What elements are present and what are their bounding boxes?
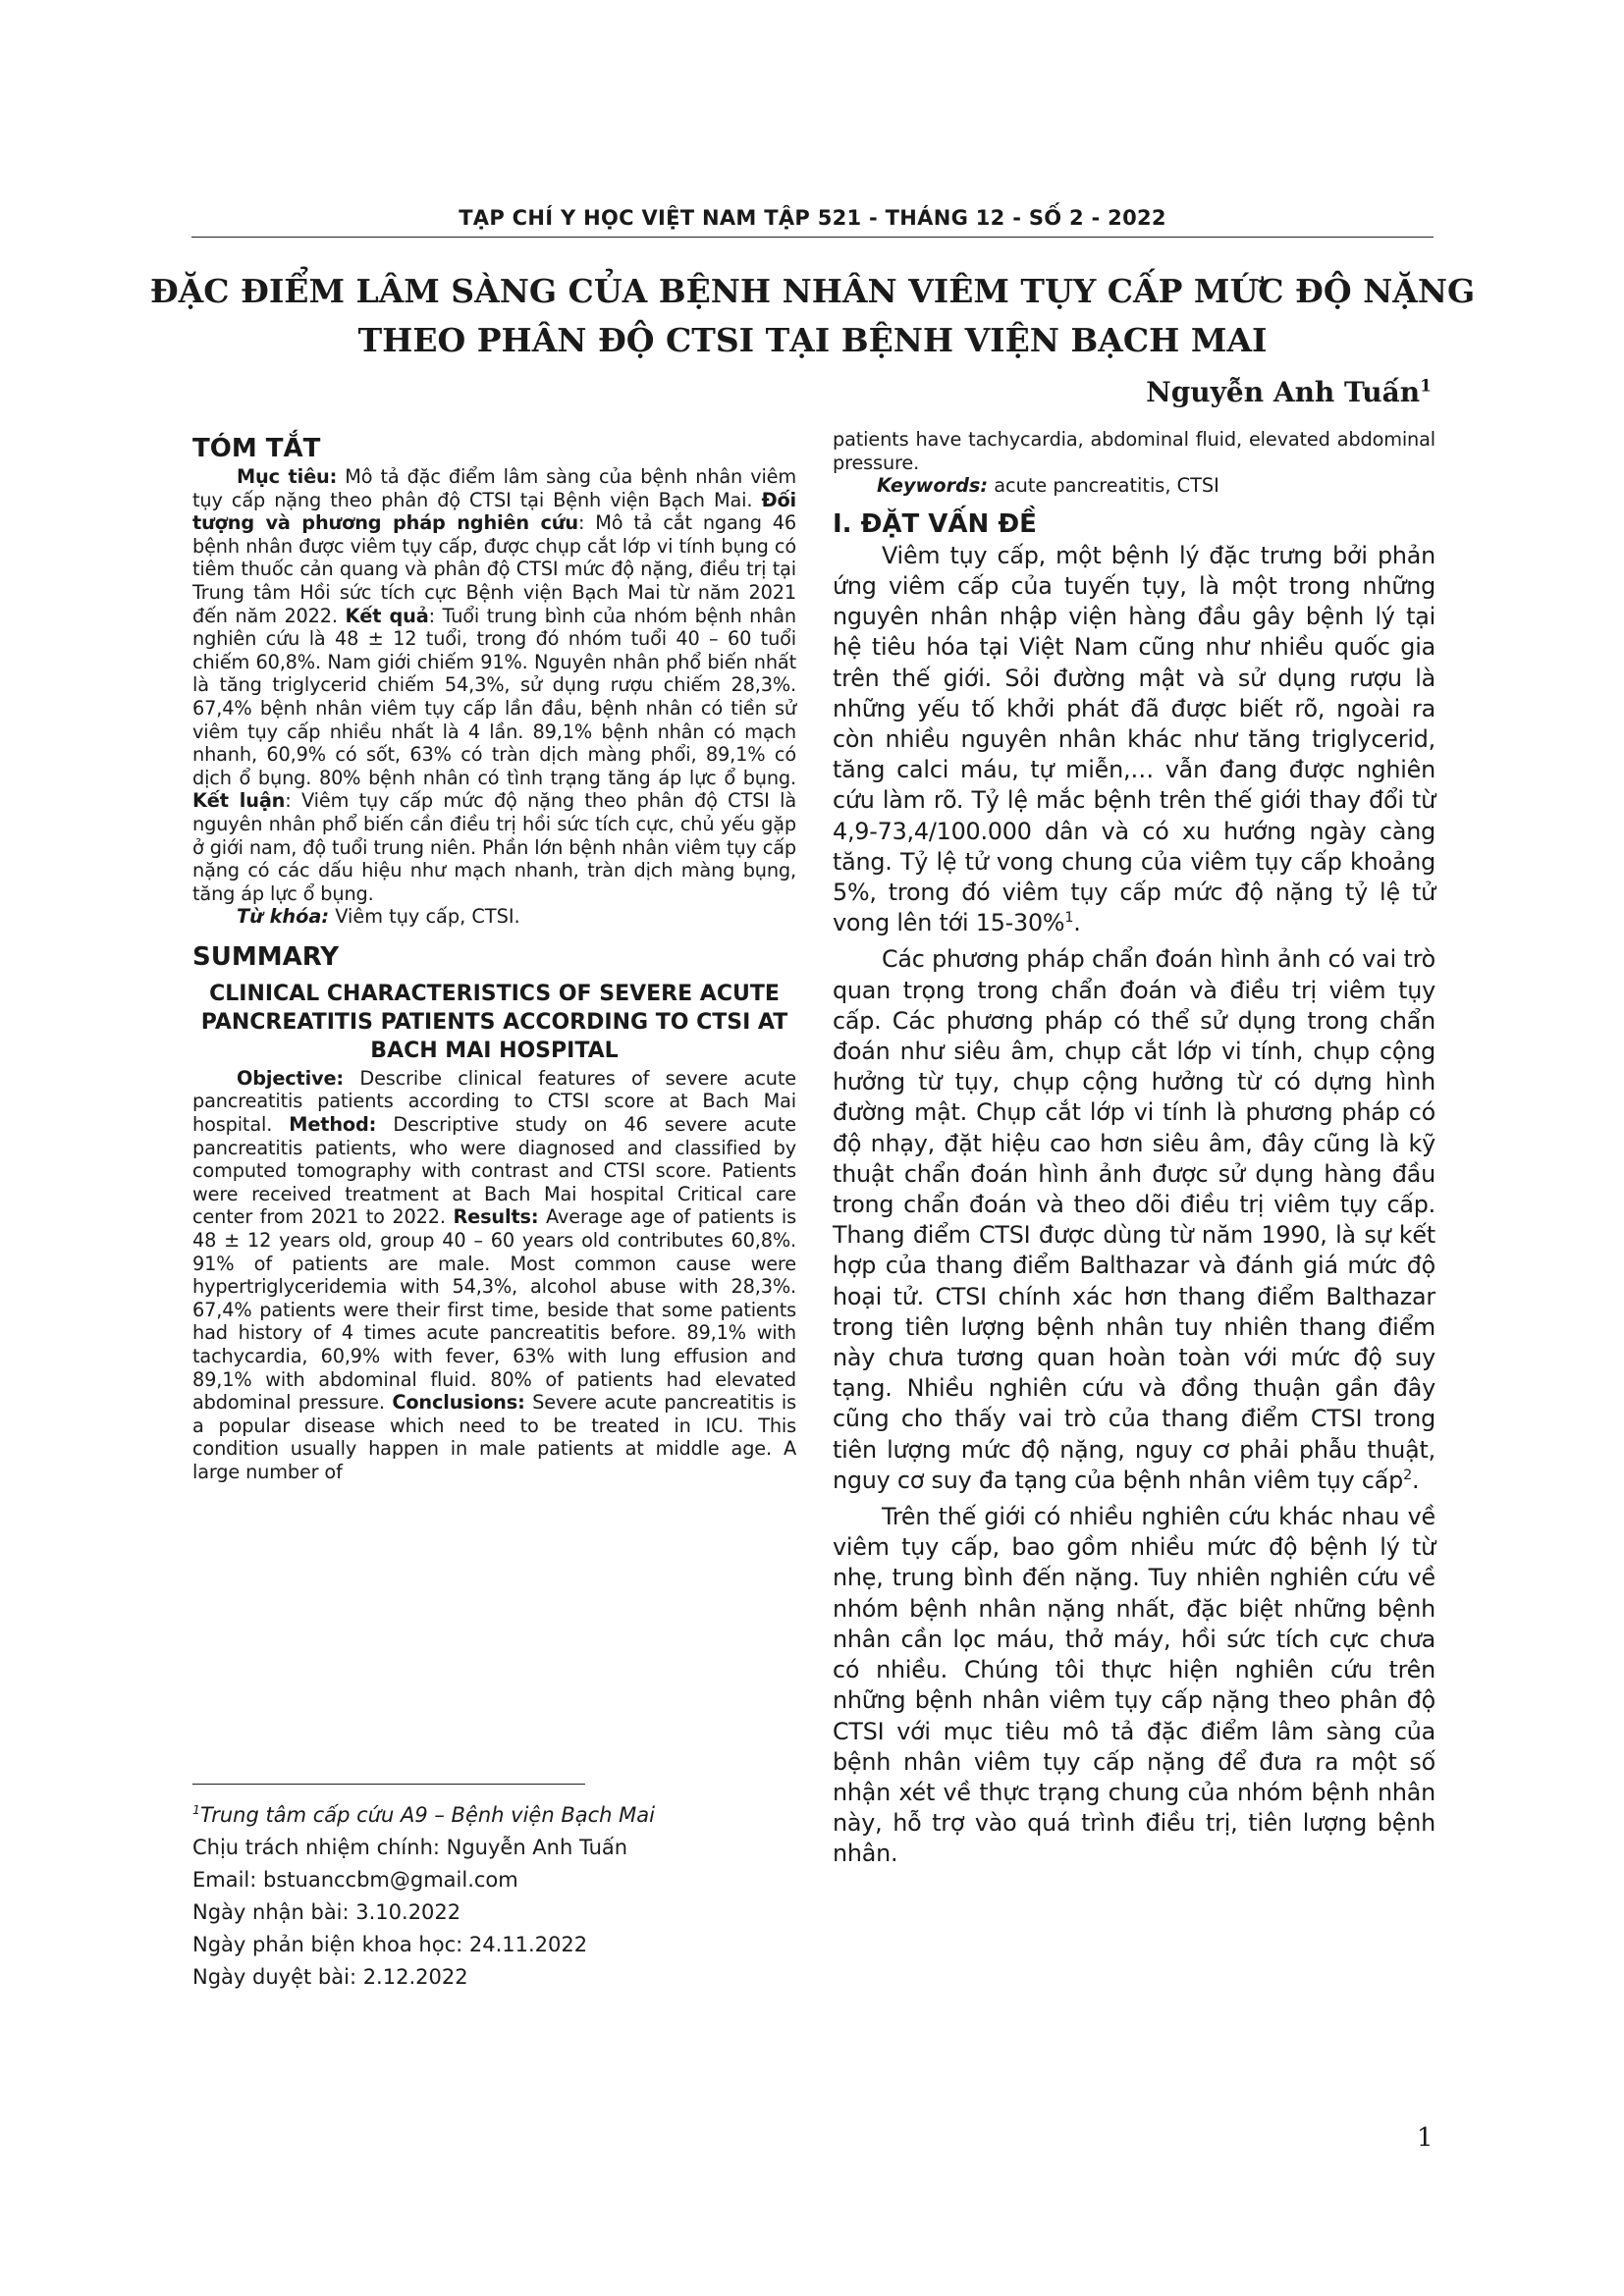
- running-header: TẠP CHÍ Y HỌC VIỆT NAM TẬP 521 - THÁNG 12 - SỐ 2 - 2022: [459, 206, 1166, 230]
- conclusions-label: Conclusions:: [392, 1391, 525, 1415]
- footnote-affiliation-mark: 1: [192, 1802, 201, 1817]
- right-column: [833, 428, 1435, 1870]
- section-1-paragraph-3: Trên thế giới có nhiều nghiên cứu khác nhau về viêm tụy cấp, bao gồm nhiều mức độ bệnh lý từ nhẹ, trung bình đến nặng. Tuy nhiên nghiên cứu về nhóm bệnh nhân nặng nhất, đặc biệt những bệnh nhân cần lọc máu, thở máy, hồi sức tích cực chưa có nhiều. Chúng tôi thực hiện nghiên cứu trên những bệnh nhân viêm tụy cấp nặng theo phân độ CTSI với mục tiêu mô tả đặc điểm lâm sàng của bệnh nhân viêm tụy cấp nặng để đưa ra một số nhận xét về thực trạng chung của nhóm bệnh nhân này, hỗ trợ vào quá trình điều trị, tiên lượng bệnh nhân.: [833, 1503, 1435, 1868]
- method-label: Method:: [289, 1113, 377, 1137]
- section-1-heading: I. ĐẶT VẤN ĐỀ: [833, 508, 1037, 539]
- keywords: [833, 474, 1435, 498]
- paragraph-2-text: Các phương pháp chẩn đoán hình ảnh có vai trò quan trọng trong chẩn đoán và điều trị viêm tụy cấp. Các phương pháp có thể sử dụng trong chẩn đoán như siêu âm, chụp cắt lớp vi tính, chụp cộng hưởng từ tụy, chụp cộng hưởng từ có dựng hình đường mật. Chụp cắt lớp vi tính là phương pháp có độ nhạy, đặt hiệu cao hơn siêu âm, đây cũng là kỹ thuật chẩn đoán hình ảnh được sử dụng hàng đầu trong chẩn đoán và theo dõi điều trị viêm tụy cấp. Thang điểm CTSI được dùng từ năm 1990, là sự kết hợp của thang điểm Balthazar và đánh giá mức độ hoại tử. CTSI chính xác hơn thang điểm Balthazar trong tiên lượng bệnh nhân tuy nhiên thang điểm này chưa tương quan hoàn toàn với mức độ suy tạng. Nhiều nghiên cứu và đồng thuận gần đây cũng cho thấy vai trò của thang điểm CTSI trong tiên lượng mức độ nặng, nguy cơ phải phẫu thuật, nguy cơ suy đa tạng của bệnh nhân viêm tụy cấp: [833, 945, 1435, 1494]
- reference-2: 2: [1403, 1467, 1412, 1483]
- paragraph-1-end: .: [1073, 909, 1081, 937]
- summary-abstract: [192, 1067, 796, 1484]
- results-label: Results:: [453, 1205, 539, 1229]
- keywords-label: Keywords:: [877, 474, 989, 498]
- conclusions-text: Severe acute pancreatitis is a popular disease which need to be treated in ICU. This condition usually happen in male patients at middle age. A large number of: [192, 1391, 796, 1483]
- paragraph-1-text: Viêm tụy cấp, một bệnh lý đặc trưng bởi phản ứng viêm cấp của tuyến tụy, là một trong những nguyên nhân nhập viện hàng đầu gây bệnh lý tại hệ tiêu hóa tại Việt Nam cũng như nhiều quốc gia trên thế giới. Sỏi đường mật và sử dụng rượu là những yếu tố khởi phát đã được biết rõ, ngoài ra còn nhiều nguyên nhân khác như tăng triglycerid, tăng calci máu, tự miễn,… vẫn đang được nghiên cứu làm rõ. Tỷ lệ mắc bệnh trên thế giới thay đổi từ 4,9-73,4/100.000 dân và có xu hướng ngày càng tăng. Tỷ lệ tử vong chung của viêm tụy cấp khoảng 5%, trong đó viêm tụy cấp mức độ nặng tỷ lệ tử vong lên tới 15-30%: [833, 541, 1435, 937]
- footnote-reviewed: Ngày phản biện khoa học: 24.11.2022: [192, 1933, 588, 1956]
- results-text: Average age of patients is 48 ± 12 years old, group 40 – 60 years old contributes 60,8%. 91% of patients are male. Most common cause were hypertriglyceridemia with 54,3%, alcohol abuse with 28,3%. 67,4% patients were their first time, beside that some patients had history of 4 times acute pancreatitis before. 89,1% with tachycardia, 60,9% with fever, 63% with lung effusion and 89,1% with abdominal fluid. 80% of patients had elevated abdominal pressure.: [192, 1205, 796, 1415]
- author-affiliation-mark: 1: [1420, 376, 1432, 397]
- footnote-received: Ngày nhận bài: 3.10.2022: [192, 1900, 461, 1924]
- tu-khoa-label: Từ khóa:: [237, 905, 330, 929]
- footnote-email: Email: bstuanccbm@gmail.com: [192, 1868, 518, 1892]
- author-name: Nguyễn Anh Tuấn: [1146, 376, 1421, 408]
- objective-text: Describe clinical features of severe acute pancreatitis patients according to CTSI score at Bach Mai hospital.: [192, 1066, 796, 1137]
- reference-1: 1: [1064, 910, 1074, 927]
- left-column: [192, 432, 796, 1484]
- ket-luan-label: Kết luận: [192, 789, 286, 813]
- article-title: [147, 267, 1478, 365]
- title-line-1: ĐẶC ĐIỂM LÂM SÀNG CỦA BỆNH NHÂN VIÊM TỤY CẤP MỨC ĐỘ NẶNG: [149, 272, 1476, 310]
- paragraph-2-end: .: [1411, 1466, 1420, 1494]
- doi-tuong-label: Đối tượng và phương pháp nghiên cứu: [192, 488, 796, 535]
- tu-khoa: [192, 905, 796, 929]
- summary-heading: SUMMARY: [192, 941, 340, 972]
- ket-qua-text: : Tuổi trung bình của nhóm bệnh nhân nghiên cứu là 48 ± 12 tuổi, trong đó nhóm tuổi 40 – 60 tuổi chiếm 60,8%. Nam giới chiếm 91%. Nguyên nhân phổ biến nhất là tăng triglycerid chiếm 54,3%, sử dụng rượu chiếm 28,3%. 67,4% bệnh nhân viêm tụy cấp lần đầu, bệnh nhân có tiền sử viêm tụy cấp nhiều nhất là 4 lần. 89,1% bệnh nhân có mạch nhanh, 60,9% có sốt, 63% có tràn dịch màng phổi, 89,1% có dịch ổ bụng. 80% bệnh nhân có tình trạng tăng áp lực ổ bụng.: [192, 604, 797, 789]
- section-1-paragraph-1: [833, 541, 1435, 939]
- muc-tieu-text: Mô tả đặc điểm lâm sàng của bệnh nhân viêm tụy cấp nặng theo phân độ CTSI tại Bệnh viện Bạch Mai.: [192, 465, 797, 511]
- footnote-accepted: Ngày duyệt bài: 2.12.2022: [192, 1965, 468, 1989]
- footnote-rule: [192, 1784, 585, 1785]
- tom-tat-abstract: [192, 465, 796, 905]
- header-rule: [191, 237, 1434, 238]
- summary-title: CLINICAL CHARACTERISTICS OF SEVERE ACUTE PANCREATITIS PATIENTS ACCORDING TO CTSI AT BACH MAI HOSPITAL: [200, 981, 788, 1063]
- keywords-text: acute pancreatitis, CTSI: [988, 474, 1219, 498]
- ket-luan-text: : Viêm tụy cấp mức độ nặng theo phân độ CTSI là nguyên nhân phổ biến cần điều trị hồi sức tích cực, chủ yếu gặp ở giới nam, độ tuổi trung niên. Phần lớn bệnh nhân viêm tụy cấp nặng có các dấu hiệu như mạch nhanh, tràn dịch màng bụng, tăng áp lực ổ bụng.: [192, 789, 796, 905]
- summary-conclusions-continued: patients have tachycardia, abdominal fluid, elevated abdominal pressure.: [833, 428, 1435, 474]
- footnote-affiliation: [192, 1799, 796, 1832]
- tu-khoa-text: Viêm tụy cấp, CTSI.: [329, 905, 520, 929]
- muc-tieu-label: Mục tiêu:: [237, 465, 338, 488]
- doi-tuong-text: : Mô tả cắt ngang 46 bệnh nhân được viêm tụy cấp, được chụp cắt lớp vi tính bụng có tiêm thuốc cản quang và phân độ CTSI mức độ nặng, điều trị tại Trung tâm Hồi sức tích cực Bệnh viện Bạch Mai từ năm 2021 đến năm 2022.: [192, 511, 796, 627]
- ket-qua-label: Kết quả: [345, 604, 429, 627]
- footnotes: [192, 1799, 796, 1994]
- objective-label: Objective:: [237, 1066, 344, 1090]
- method-text: Descriptive study on 46 severe acute pancreatitis patients, who were diagnosed and classified by computed tomography with contrast and CTSI score. Patients were received treatment at Bach Mai hospital Critical care center from 2021 to 2022.: [192, 1113, 796, 1229]
- footnote-affiliation-text: Trung tâm cấp cứu A9 – Bệnh viện Bạch Mai: [200, 1803, 655, 1827]
- section-1-paragraph-2: [833, 944, 1435, 1496]
- author: [1146, 376, 1432, 408]
- footnote-responsible: Chịu trách nhiệm chính: Nguyễn Anh Tuấn: [192, 1836, 628, 1859]
- title-line-2: THEO PHÂN ĐỘ CTSI TẠI BỆNH VIỆN BẠCH MAI: [357, 321, 1268, 359]
- tom-tat-heading: TÓM TẮT: [192, 434, 321, 463]
- page-number: 1: [1417, 2123, 1434, 2153]
